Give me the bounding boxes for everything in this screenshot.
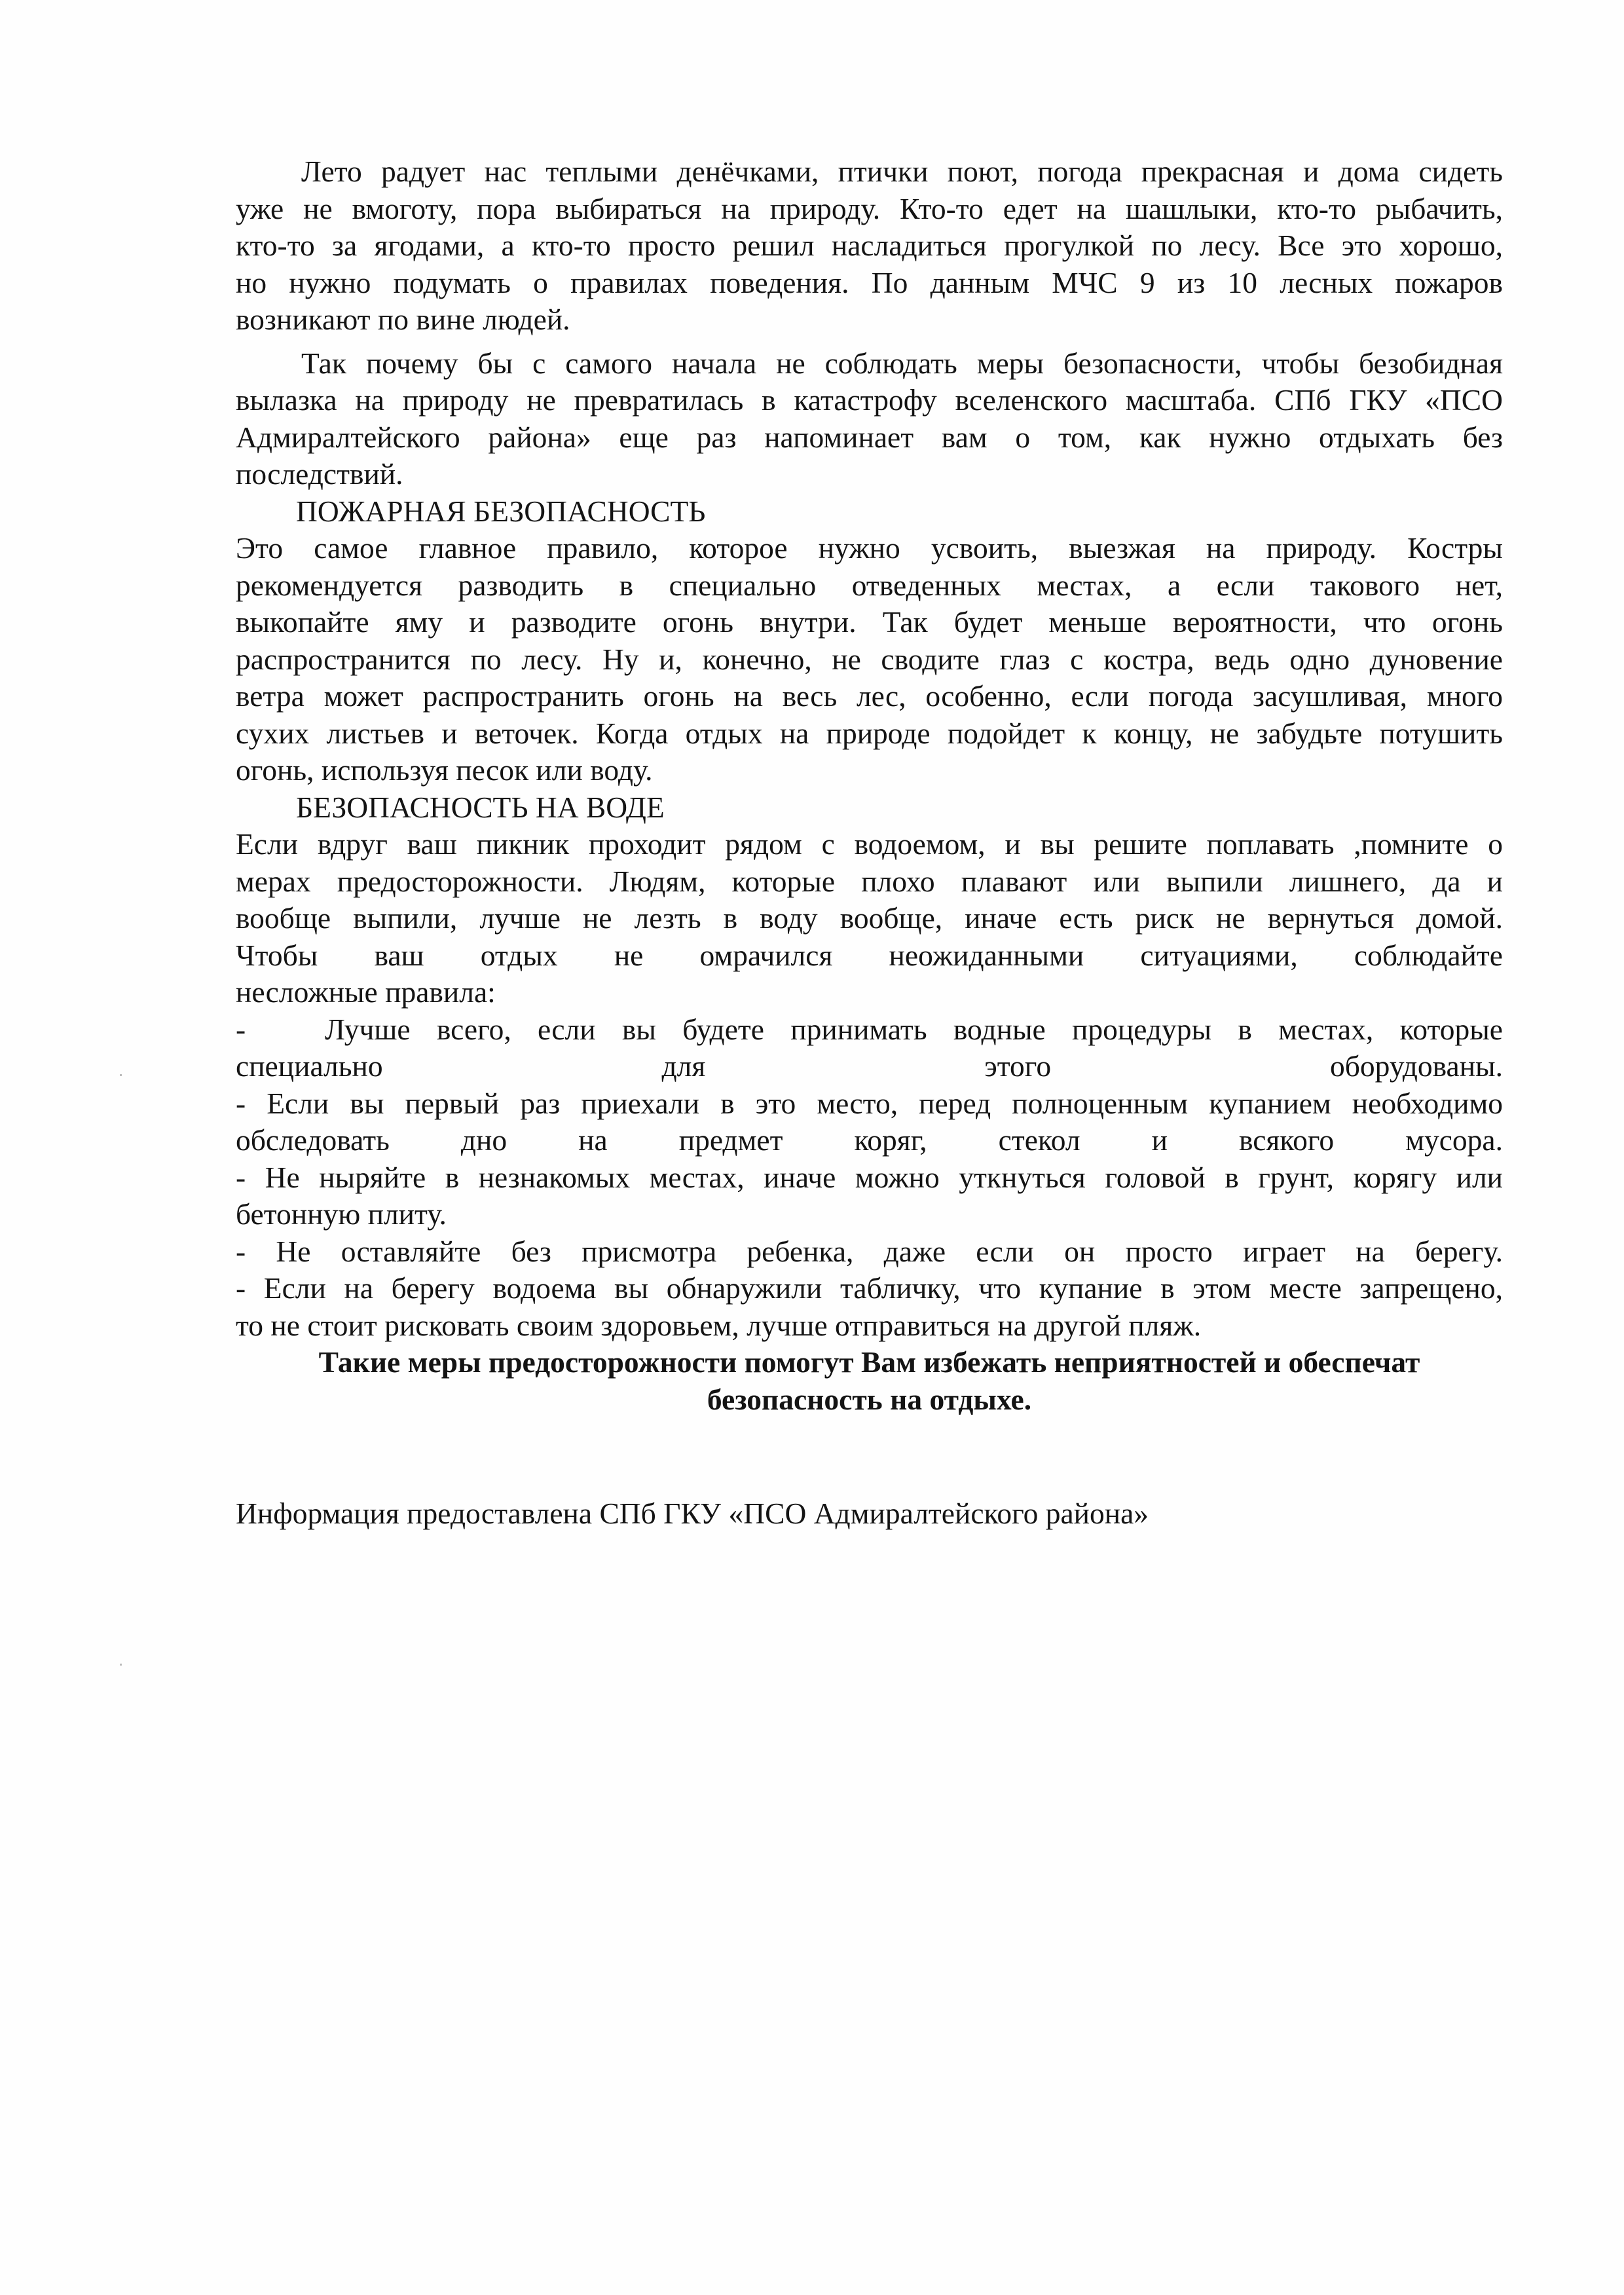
fire-safety-line: распространится по лесу. Ну и, конечно, не сводите глаз с костра, ведь одно дуновение [236, 642, 1503, 676]
water-safety-heading: БЕЗОПАСНОСТЬ НА ВОДЕ [296, 790, 665, 824]
fire-safety-line: ветра может распространить огонь на весь лес, особенно, если погода засушливая, много [236, 679, 1503, 713]
conclusion-line: безопасность на отдыхе. [707, 1382, 1032, 1416]
water-rule-line: то не стоит рисковать своим здоровьем, лучше отправиться на другой пляж. [236, 1308, 1202, 1342]
purpose-line: Адмиралтейского района» еще раз напоминает вам о том, как нужно отдыхать без [236, 420, 1503, 454]
water-safety-line: Если вдруг ваш пикник проходит рядом с водоемом, и вы решите поплавать ,помните о [236, 827, 1503, 861]
scan-speck [120, 1664, 122, 1666]
water-rule-line: бетонную плиту. [236, 1197, 447, 1231]
water-rule-line: - Не ныряйте в незнакомых местах, иначе можно уткнуться головой в грунт, корягу или [236, 1160, 1503, 1194]
intro-line: уже не вмоготу, пора выбираться на природу. Кто-то едет на шашлыки, кто-то рыбачить, [236, 191, 1503, 225]
intro-line: Лето радует нас теплыми денёчками, птички поют, погода прекрасная и дома сидеть [301, 155, 1503, 188]
purpose-line: последствий. [236, 457, 403, 491]
water-rule-line: - Если на берегу водоема вы обнаружили табличку, что купание в этом месте запрещено, [236, 1271, 1503, 1305]
water-rule-line: - Если вы первый раз приехали в это место, перед полноценным купанием необходимо [236, 1086, 1503, 1120]
intro-line: кто-то за ягодами, а кто-то просто решил насладиться прогулкой по лесу. Все это хорошо, [236, 229, 1503, 262]
fire-safety-heading: ПОЖАРНАЯ БЕЗОПАСНОСТЬ [296, 494, 706, 528]
fire-safety-line: выкопайте яму и разводите огонь внутри. Так будет меньше вероятности, что огонь [236, 605, 1503, 639]
scan-speck [120, 1074, 122, 1076]
fire-safety-line: Это самое главное правило, которое нужно усвоить, выезжая на природу. Костры [236, 531, 1503, 565]
intro-line: возникают по вине людей. [236, 303, 570, 336]
purpose-line: вылазка на природу не превратилась в катастрофу вселенского масштаба. СПб ГКУ «ПСО [236, 383, 1503, 417]
fire-safety-line: сухих листьев и веточек. Когда отдых на природе подойдет к концу, не забудьте потушить [236, 716, 1503, 750]
water-safety-line: Чтобы ваш отдых не омрачился неожиданными ситуациями, соблюдайте [236, 938, 1503, 972]
intro-line: но нужно подумать о правилах поведения. По данным МЧС 9 из 10 лесных пожаров [236, 265, 1503, 299]
water-safety-line: мерах предосторожности. Людям, которые плохо плавают или выпили лишнего, да и [236, 864, 1503, 898]
document-body [236, 153, 1503, 1418]
water-rule-line: специально для этого оборудованы. [236, 1049, 1503, 1083]
purpose-line: Так почему бы с самого начала не соблюдать меры безопасности, чтобы безобидная [301, 346, 1503, 380]
water-safety-line: несложные правила: [236, 975, 496, 1009]
water-safety-line: вообще выпили, лучше не лезть в воду вообще, иначе есть риск не вернуться домой. [236, 901, 1503, 935]
fire-safety-line: огонь, используя песок или воду. [236, 753, 653, 787]
fire-safety-line: рекомендуется разводить в специально отведенных местах, а если такового нет, [236, 568, 1503, 602]
source-note: Информация предоставлена СПб ГКУ «ПСО Адмиралтейского района» [236, 1496, 1149, 1530]
paragraph-gap [236, 339, 1503, 345]
conclusion-line: Такие меры предосторожности помогут Вам избежать неприятностей и обеспечат [318, 1345, 1420, 1379]
water-rule-line: - Лучше всего, если вы будете принимать водные процедуры в местах, которые [236, 1012, 1503, 1046]
water-rule-line: - Не оставляйте без присмотра ребенка, даже если он просто играет на берегу. [236, 1234, 1503, 1268]
water-rule-line: обследовать дно на предмет коряг, стекол и всякого мусора. [236, 1123, 1503, 1157]
